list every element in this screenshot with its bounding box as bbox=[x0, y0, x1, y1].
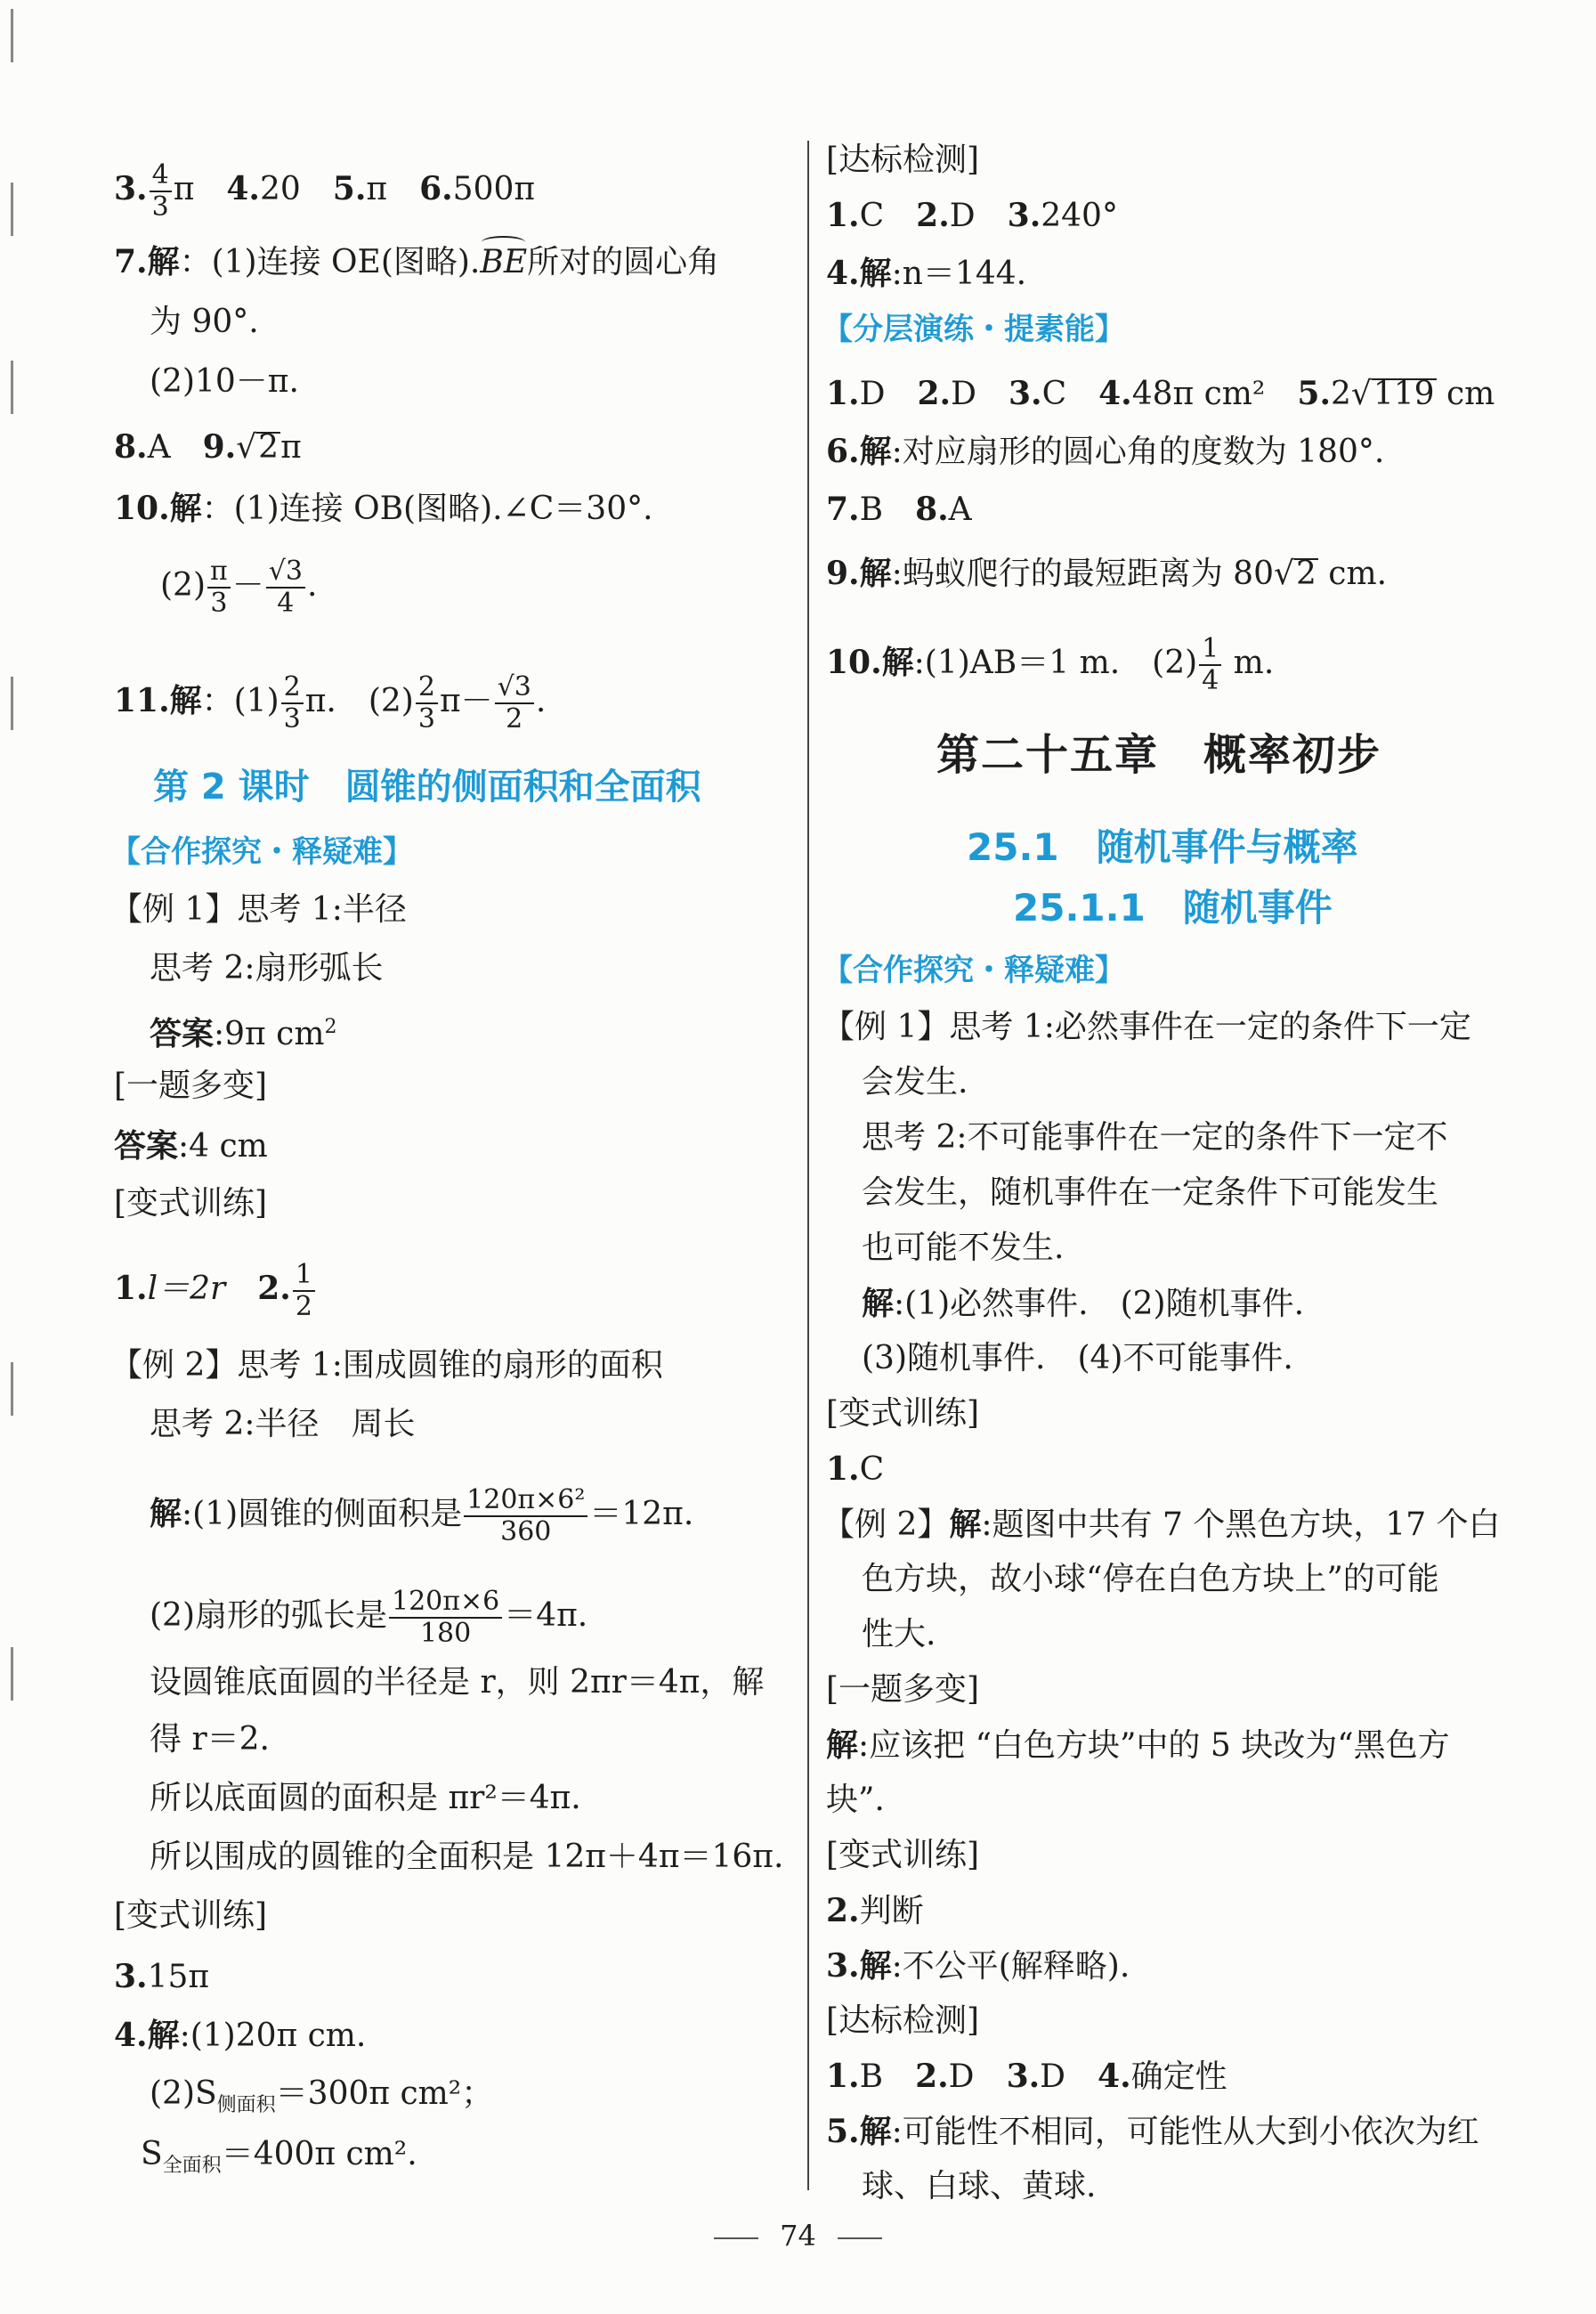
text-line: 也可能不发生. bbox=[862, 1230, 1065, 1266]
q4-number: 4. bbox=[226, 170, 260, 207]
text-line: 块”. bbox=[826, 1782, 885, 1818]
example-2: 【例 2】解:题图中共有 7 个黑色方块，17 个白 bbox=[822, 1506, 1501, 1543]
section-heading: 【合作探究・释疑难】 bbox=[822, 953, 1125, 988]
example-1: 【例 1】思考 1:半径 bbox=[110, 891, 407, 928]
sqrt: 2 bbox=[258, 429, 280, 466]
bracket-heading: [变式训练] bbox=[114, 1897, 268, 1934]
bracket-heading: [达标检测] bbox=[826, 2002, 980, 2039]
section-title: 25.1 随机事件与概率 bbox=[967, 825, 1358, 869]
answer-line-7: 7.解：(1)连接 OE(图略).BE所对的圆心角 bbox=[114, 243, 720, 280]
variant-4-2: $(2)S_{侧面积}=300\pi$ cm²； bbox=[150, 2075, 494, 2117]
answer-line-4: 4.解:n＝144. bbox=[826, 255, 1027, 292]
answer-line-10-2: (2) $\frac{\pi}{3}$ － $\frac{√3}{4}$ . bbox=[160, 556, 318, 619]
answer-line-7-8: 7.B 8.A bbox=[826, 491, 972, 528]
example-2: 【例 2】思考 1:围成圆锥的扇形的面积 bbox=[110, 1347, 663, 1384]
fraction: $\frac{4}{3}$ bbox=[150, 160, 172, 223]
variant-3: 3.15π bbox=[114, 1958, 210, 1995]
text-line: 思考 2:不可能事件在一定的条件下一定不 bbox=[862, 1119, 1448, 1156]
answer: 答案:9π $cm^2$ bbox=[150, 1015, 337, 1052]
column-divider bbox=[807, 141, 809, 2190]
answer-line-1-5: 1.D 2.D 3.C 4.48π cm² 5.2√119 cm bbox=[826, 375, 1495, 412]
text-line: 会发生. bbox=[862, 1064, 968, 1100]
text-line: (2)10－π. bbox=[150, 363, 299, 400]
answer-line-11: 11.解：(1) $\frac{2}{3}$ π. (2) $\frac{2}{3}$ π－ $\frac{√3}{2}$ . bbox=[114, 671, 547, 735]
text-line: 思考 2:半径 周长 bbox=[150, 1406, 416, 1442]
answer-line-1-3: 1.C 2.D 3.240° bbox=[826, 197, 1118, 234]
solution: 解:(1)必然事件. (2)随机事件. bbox=[862, 1285, 1305, 1322]
sqrt: 2 bbox=[1295, 556, 1316, 592]
lesson-heading: 第 2 课时 圆锥的侧面积和全面积 bbox=[153, 767, 701, 808]
text-line: 所以底面圆的面积是 πr²＝4π. bbox=[150, 1780, 581, 1816]
variant-2: 2.判断 bbox=[826, 1892, 924, 1929]
example-1: 【例 1】思考 1:必然事件在一定的条件下一定 bbox=[822, 1009, 1471, 1045]
variant-line-1-2: 1.l＝2r 2. $\frac{1}{2}$ bbox=[114, 1260, 317, 1322]
answer-line-8-9: 8.A 9.√2π bbox=[114, 428, 302, 466]
variant-4-3: $S_{全面积}=400\pi$ cm². bbox=[141, 2136, 417, 2178]
text-line: 为 90°. bbox=[150, 304, 259, 340]
bracket-heading: [变式训练] bbox=[114, 1185, 268, 1222]
text-line: 思考 2:扇形弧长 bbox=[150, 950, 384, 986]
check-line-1-4: 1.B 2.D 3.D 4.确定性 bbox=[826, 2058, 1227, 2095]
section-heading: 【分层演练・提素能】 bbox=[822, 312, 1125, 347]
section-heading: 【合作探究・释疑难】 bbox=[110, 834, 413, 870]
q5-number: 5. bbox=[332, 170, 367, 207]
bracket-heading: [一题多变] bbox=[114, 1068, 268, 1104]
text-line: 得 r＝2. bbox=[150, 1721, 271, 1758]
answer-line-3-6: 3. $\frac{4}{3}$ π 4.20 5.π 6.500π bbox=[114, 159, 536, 223]
text-line: 球、白球、黄球. bbox=[862, 2168, 1097, 2204]
sqrt: 119 bbox=[1373, 376, 1435, 412]
bracket-heading: [一题多变] bbox=[826, 1671, 980, 1708]
variation-answer: 解:应该把 “白色方块”中的 5 块改为“黑色方 bbox=[826, 1726, 1450, 1764]
answer: 答案:4 cm bbox=[114, 1127, 268, 1165]
answer-line-10: 10.解：(1)连接 OB(图略).∠C＝30°. bbox=[114, 490, 653, 527]
bracket-heading: [变式训练] bbox=[826, 1837, 980, 1873]
q3-number: 3. bbox=[114, 170, 148, 207]
bracket-heading: [变式训练] bbox=[826, 1395, 980, 1432]
arc-be: BE bbox=[480, 244, 528, 280]
variant-3: 3.解:不公平(解释略). bbox=[826, 1947, 1130, 1985]
text-line: 色方块，故小球“停在白色方块上”的可能 bbox=[862, 1561, 1439, 1597]
answer-line-9: 9.解:蚂蚁爬行的最短距离为 80√2 cm. bbox=[826, 555, 1388, 592]
solution-2: (2)扇形的弧长是 $\frac{120\pi\times 6}{180}$ ＝4π. bbox=[150, 1586, 588, 1649]
text-line: 会发生，随机事件在一定条件下可能发生 bbox=[862, 1174, 1439, 1211]
solution-1: 解:(1)圆锥的侧面积是 $\frac{\text{120π×6²}}{360}$ ＝12π. bbox=[150, 1484, 694, 1547]
page-number: 74 bbox=[0, 2219, 1596, 2253]
answer-line-10: 10.解:(1)AB＝1 m. (2) $\frac{1}{4}$ m. bbox=[826, 633, 1275, 696]
bracket-heading: [达标检测] bbox=[826, 142, 980, 178]
text-line: 所以围成的圆锥的全面积是 12π＋4π＝16π. bbox=[150, 1839, 784, 1875]
text-line: 性大. bbox=[862, 1616, 936, 1652]
variant-4: 4.解:(1)20π cm. bbox=[114, 2017, 367, 2054]
chapter-title: 第二十五章 概率初步 bbox=[936, 730, 1382, 780]
text-line: (3)随机事件. (4)不可能事件. bbox=[862, 1340, 1293, 1376]
answer-line-6: 6.解:对应扇形的圆心角的度数为 180°. bbox=[826, 433, 1385, 470]
variant-1: 1.C bbox=[826, 1450, 885, 1488]
q6-number: 6. bbox=[419, 170, 453, 207]
text-line: 设圆锥底面圆的半径是 r，则 2πr＝4π，解 bbox=[150, 1664, 765, 1701]
subsection-title: 25.1.1 随机事件 bbox=[1013, 886, 1333, 930]
check-line-5: 5.解:可能性不相同，可能性从大到小依次为红 bbox=[826, 2113, 1479, 2150]
